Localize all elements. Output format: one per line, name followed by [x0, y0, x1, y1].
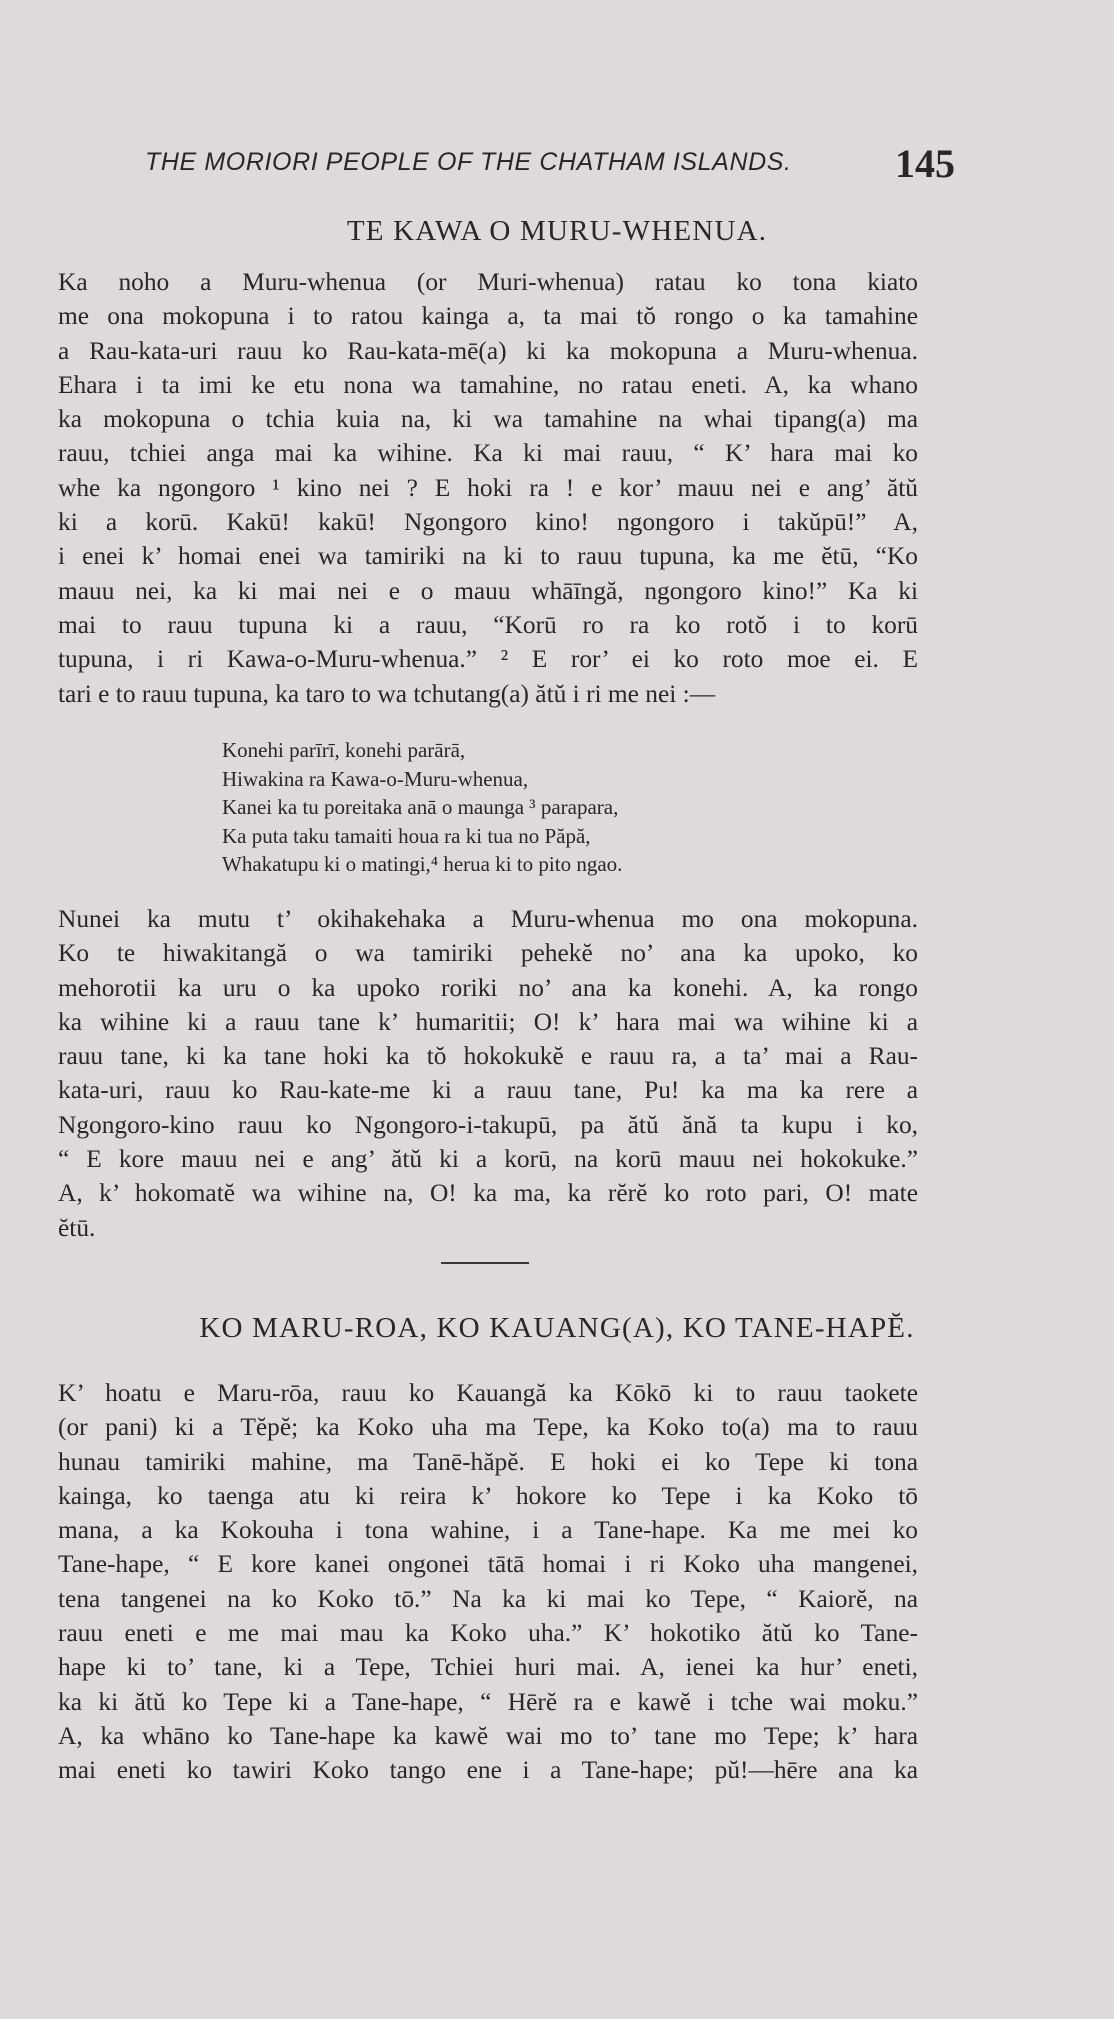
text-line: kata-uri, rauu ko Rau-kate-me ki a rauu tane, Pu! ka ma ka rere a: [58, 1076, 918, 1105]
text-line: mehorotii ka uru o ka upoko roriki no’ ana ka konehi. A, ka rongo: [58, 973, 918, 1002]
section2-paragraph-1: [58, 1376, 918, 1788]
verse-line: Hiwakina ra Kawa-o-Muru-whenua,: [222, 766, 529, 791]
text-line: ka wihine ki a rauu tane k’ humaritii; O! k’ hara mai wa wihine ki a: [58, 1007, 918, 1036]
text-line: Ngongoro-kino rauu ko Ngongoro-i-takupū, pa ătŭ ănă ta kupu i ko,: [58, 1110, 918, 1139]
text-line: mana, a ka Kokouha i tona wahine, i a Tane-hape. Ka me mei ko: [58, 1516, 918, 1545]
text-line: (or pani) ki a Tĕpĕ; ka Koko uha ma Tepe, ka Koko to(a) ma to rauu: [58, 1413, 918, 1442]
text-line: whe ka ngongoro ¹ kino nei ? E hoki ra ! e kor’ mauu nei e ang’ ătŭ: [58, 473, 918, 502]
text-line: Ka noho a Muru-whenua (or Muri-whenua) ratau ko tona kiato: [58, 268, 918, 296]
section-title-te-kawa: TE KAWA O MURU-WHENUA.: [346, 215, 768, 247]
verse-line: Kanei ka tu poreitaka anā o maunga ³ parapara,: [222, 795, 619, 820]
verse-line: Ka puta taku tamaiti houa ra ki tua no Păpă,: [222, 823, 591, 848]
text-line: i enei k’ homai enei wa tamiriki na ki to rauu tupuna, ka me ĕtū, “Ko: [58, 542, 918, 571]
section-divider: [441, 1262, 529, 1264]
text-line: Ehara i ta imi ke etu nona wa tamahine, no ratau eneti. A, ka whano: [58, 370, 918, 399]
section1-paragraph-2: [58, 902, 918, 1245]
text-line: a Rau-kata-uri rauu ko Rau-kata-mē(a) ki ka mokopuna a Muru-whenua.: [58, 336, 918, 365]
text-line: ĕtū.: [58, 1213, 96, 1242]
text-line: ka ki ătŭ ko Tepe ki a Tane-hape, “ Hērĕ ra e kawĕ i tche wai moku.”: [58, 1687, 918, 1716]
text-line: mai eneti ko tawiri Koko tango ene i a Tane-hape; pŭ!—hēre ana ka: [58, 1756, 918, 1785]
text-line: Ko te hiwakitangă o wa tamiriki pehekĕ no’ ana ka upoko, ko: [58, 939, 918, 968]
section-title-ko-maru-roa: KO MARU-ROA, KO KAUANG(A), KO TANE-HAPĔ.: [199, 1312, 915, 1344]
text-line: A, k’ hokomatĕ wa wihine na, O! ka ma, ka rĕrĕ ko roto pari, O! mate: [58, 1179, 918, 1208]
text-line: hape ki to’ tane, ki a Tepe, Tchiei huri mai. A, ienei ka hur’ eneti,: [58, 1653, 918, 1682]
running-header: [145, 141, 955, 192]
text-line: hunau tamiriki mahine, ma Tanē-hăpĕ. E hoki ei ko Tepe ki tona: [58, 1447, 918, 1476]
text-line: K’ hoatu e Maru-rōa, rauu ko Kauangă ka Kōkō ki to rauu taokete: [58, 1379, 918, 1407]
text-line: rauu eneti e me mai mau ka Koko uha.” K’ hokotiko ătŭ ko Tane-: [58, 1619, 918, 1648]
text-line: rauu, tchiei anga mai ka wihine. Ka ki mai rauu, “ K’ hara mai ko: [58, 439, 918, 468]
text-line: mauu nei, ka ki mai nei e o mauu whāīngă, ngongoro kino!” Ka ki: [58, 576, 918, 605]
section1-paragraph-1: [58, 265, 918, 711]
verse-line: Konehi parīrī, konehi parārā,: [222, 738, 466, 762]
text-line: “ E kore mauu nei e ang’ ătŭ ki a korū, na korū mauu nei hokokuke.”: [58, 1145, 918, 1174]
verse-line: Whakatupu ki o matingi,⁴ herua ki to pito ngao.: [222, 852, 623, 877]
text-line: ka mokopuna o tchia kuia na, ki wa tamahine na whai tipang(a) ma: [58, 405, 918, 434]
text-line: ki a korū. Kakū! kakū! Ngongoro kino! ngongoro i takŭpū!” A,: [58, 508, 918, 537]
running-title: THE MORIORI PEOPLE OF THE CHATHAM ISLANDS.: [145, 148, 792, 176]
text-line: A, ka whāno ko Tane-hape ka kawĕ wai mo to’ tane mo Tepe; k’ hara: [58, 1721, 918, 1750]
text-line: kainga, ko taenga atu ki reira k’ hokore ko Tepe i ka Koko tō: [58, 1481, 918, 1510]
text-line: mai to rauu tupuna ki a rauu, “Korū ro ra ko rotŏ i to korū: [58, 610, 918, 639]
text-line: Nunei ka mutu t’ okihakehaka a Muru-whenua mo ona mokopuna.: [58, 905, 918, 933]
text-line: tari e to rauu tupuna, ka taro to wa tchutang(a) ătŭ i ri me nei :—: [58, 679, 716, 708]
text-line: tupuna, i ri Kawa-o-Muru-whenua.” ² E ror’ ei ko roto moe ei. E: [58, 645, 918, 674]
text-line: me ona mokopuna i to ratou kainga a, ta mai tŏ rongo o ka tamahine: [58, 302, 918, 331]
text-line: rauu tane, ki ka tane hoki ka tŏ hokokukĕ e rauu ra, a ta’ mai a Rau-: [58, 1042, 918, 1071]
text-line: Tane-hape, “ E kore kanei ongonei tātā homai i ri Koko uha mangenei,: [58, 1550, 918, 1579]
text-line: tena tangenei na ko Koko tō.” Na ka ki mai ko Tepe, “ Kaiorĕ, na: [58, 1584, 918, 1613]
page-number: 145: [895, 141, 955, 186]
chant-verse: [222, 736, 782, 879]
